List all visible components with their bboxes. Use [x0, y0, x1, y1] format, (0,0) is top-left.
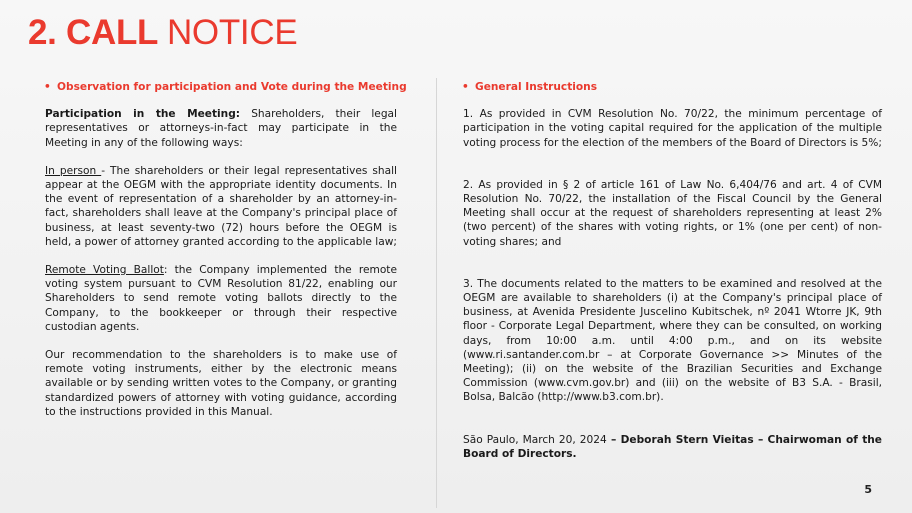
in-person-text: - The shareholders or their legal representatives shall appear at the OEGM with the appropriate identity documents. In the event of representation of a shareholder by an attorney-in-fact, shareholders shall leave at the Company's principal place of business, at least seventy-two (72) hours before the OEGM is held, a power of attorney granted according to the applicable law;: [45, 164, 397, 248]
bullet-icon: •: [44, 81, 51, 93]
remote-voting-text: : the Company implemented the remote voting system pursuant to CVM Resolution 81/22, enabling our Shareholders to send remote voting ballots directly to the Company, to the bookkeeper or through their respective custodian agents.: [45, 264, 397, 333]
observation-heading-text: Observation for participation and Vote during the Meeting: [57, 81, 407, 93]
remote-voting-paragraph: [45, 263, 397, 334]
left-column: [44, 80, 407, 433]
recommendation-paragraph: Our recommendation to the shareholders is to make use of remote voting instruments, either by the electronic means available or by sending written votes to the Company, or granting standardized powers of attorney with voting guidance, according to the instructions provided in this Manual.: [45, 349, 397, 418]
signature-place-date: São Paulo, March 20, 2024: [463, 433, 607, 446]
right-column: [463, 80, 882, 475]
instruction-item-1: 1. As provided in CVM Resolution No. 70/22, the minimum percentage of participation in the voting capital required for the application of the multiple voting process for the election of the members of the Board of Directors is 5%;: [463, 108, 882, 149]
page-title-bold: 2. CALL: [28, 13, 158, 52]
observation-heading: [44, 80, 407, 94]
in-person-label: In person: [45, 164, 102, 177]
signature-name: Deborah Stern Vieitas – Chairwoman of the Board of Directors.: [463, 433, 882, 460]
bullet-icon: •: [462, 81, 469, 93]
page-title-light: NOTICE: [166, 13, 298, 52]
participation-label: Participation in the Meeting:: [45, 108, 241, 121]
page-title: [28, 12, 297, 54]
column-divider: [436, 78, 437, 508]
signature-separator: –: [606, 433, 621, 446]
signature-line: [463, 433, 882, 461]
general-instructions-heading: [463, 80, 882, 94]
participation-text: Shareholders, their legal representatives or attorneys-in-fact may participate in the Meeting in any of the following ways:: [45, 108, 397, 149]
instruction-item-2: 2. As provided in § 2 of article 161 of Law No. 6,404/76 and art. 4 of CVM Resolution No. 70/22, the installation of the Fiscal Council by the General Meeting shall occur at the request of shareholders representing at least 2% (two percent) of the shares with voting rights, or 1% (one per cent) of non-voting shares; and: [463, 178, 882, 248]
page-number: 5: [864, 483, 872, 496]
remote-voting-label: Remote Voting Ballot: [45, 264, 164, 277]
instruction-item-3: 3. The documents related to the matters to be examined and resolved at the OEGM are available to shareholders (i) at the Company's principal place of business, at Avenida Presidente Juscelino Kubitschek, nº 2041 Wtorre JK, 9th floor - Corporate Legal Department, where they can be consulted, on working days, from 10:00 a.m. until 4:00 p.m., and on its website (www.ri.santander.com.br – at Corporate Governance >> Minutes of the Meeting); (ii) on the website of the Brazilian Securities and Exchange Commission (www.cvm.gov.br) and (iii) on the website of B3 S.A. - Brasil, Bolsa, Balcão (http://www.b3.com.br).: [463, 277, 882, 404]
general-instructions-heading-text: General Instructions: [475, 81, 598, 93]
participation-paragraph: [45, 107, 397, 150]
in-person-paragraph: [45, 164, 397, 249]
